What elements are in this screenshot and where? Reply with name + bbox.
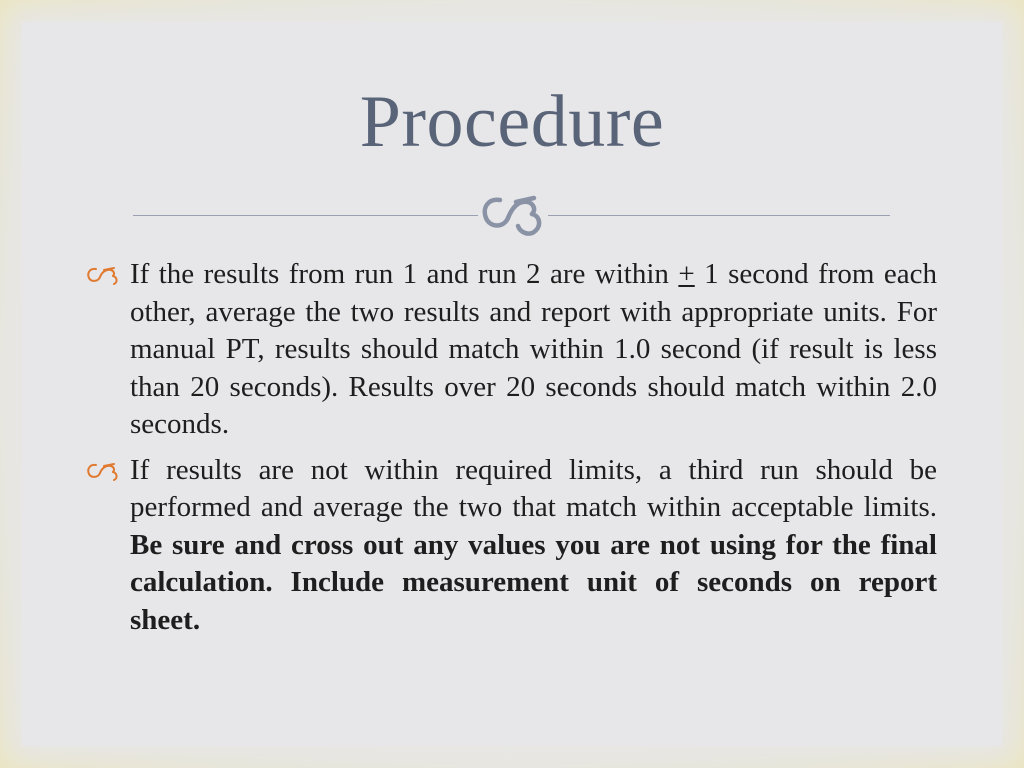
bullet-bold-text: Be sure and cross out any values you are not using for the final calculation. Include measurement unit of seconds on report sheet. — [130, 528, 937, 636]
bullet-item — [85, 452, 937, 640]
plus-minus-symbol: + — [678, 258, 695, 290]
fleuron-bullet-icon — [85, 263, 121, 285]
slide-title: Procedure — [359, 81, 665, 163]
bullet-text: If the results from run 1 and run 2 are within — [130, 258, 679, 290]
fleuron-ornament-icon — [478, 188, 548, 238]
bullet-item — [85, 256, 937, 444]
fleuron-bullet-icon — [85, 459, 121, 481]
bullet-text: If results are not within required limits, a third run should be performed and average the two that match within acceptable limits. — [130, 453, 937, 523]
bullet-text-continued: 1 second from each other, average the two results and report with appropriate units. For manual PT, results should match within 1.0 second (if result is less than 20 seconds). Results over 20 seconds should match within 2.0 seconds. — [130, 258, 938, 440]
slide-content — [85, 256, 937, 647]
title-divider-left — [133, 215, 478, 216]
title-divider-right — [548, 215, 890, 216]
